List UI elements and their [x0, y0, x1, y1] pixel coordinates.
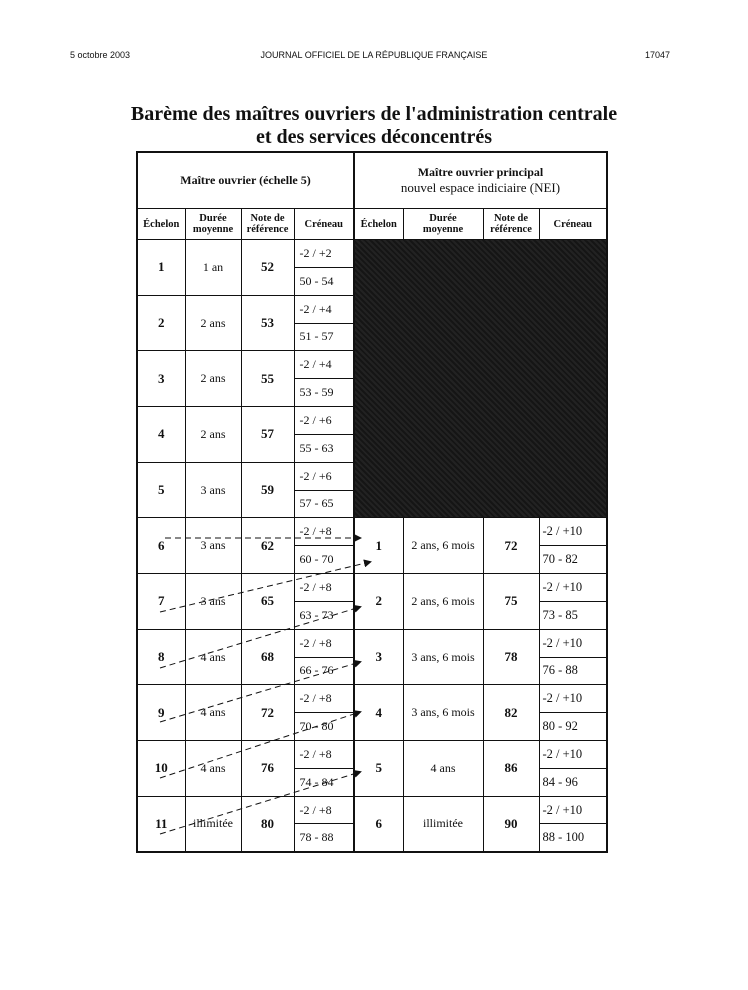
left-creneau-cell — [294, 741, 354, 797]
left-duree-cell: 4 ans — [185, 685, 241, 741]
right-echelon-cell: 1 — [354, 518, 403, 574]
left-note-cell: 68 — [241, 629, 294, 685]
left-creneau-cell — [294, 240, 354, 296]
left-duree-cell: 2 ans — [185, 407, 241, 463]
right-note-cell: 86 — [483, 741, 539, 797]
left-creneau-range-offset: -2 / +8 — [295, 518, 354, 546]
right-duree-cell: illimitée — [403, 796, 483, 852]
col-echelon-right: Échelon — [354, 209, 403, 240]
right-creneau-stack — [540, 685, 607, 740]
right-creneau-range: 84 - 96 — [542, 774, 578, 789]
table-row — [137, 240, 607, 296]
header-page-number: 17047 — [644, 50, 670, 60]
left-creneau-stack — [295, 463, 354, 518]
left-echelon-cell: 3 — [137, 351, 185, 407]
left-duree-cell: 3 ans — [185, 462, 241, 518]
left-echelon-cell: 10 — [137, 741, 185, 797]
right-note-cell: 75 — [483, 574, 539, 630]
table-body — [137, 240, 607, 853]
left-creneau-range: 70 - 80 — [299, 719, 334, 734]
left-creneau-range-offset: -2 / +8 — [295, 685, 354, 713]
col-note-left-l1: Note de — [250, 213, 285, 224]
right-group-line-2: nouvel espace indiciaire (NEI) — [400, 180, 561, 195]
right-creneau-range: 76 - 88 — [542, 663, 578, 678]
right-duree-cell: 3 ans, 6 mois — [403, 629, 483, 685]
left-creneau-stack — [295, 296, 354, 351]
right-creneau-stack — [540, 630, 607, 685]
left-creneau-range: 55 - 63 — [299, 440, 334, 455]
header-journal: JOURNAL OFFICIEL DE LA RÉPUBLIQUE FRANÇAISE — [260, 50, 488, 60]
left-duree-cell: 2 ans — [185, 295, 241, 351]
left-echelon-cell: 1 — [137, 240, 185, 296]
left-duree-cell: 4 ans — [185, 741, 241, 797]
left-creneau-range: 57 - 65 — [299, 496, 334, 511]
table-row — [137, 518, 607, 574]
col-note-right-l2: référence — [490, 224, 532, 235]
right-creneau-range-offset: -2 / +10 — [540, 741, 607, 769]
right-note-cell: 78 — [483, 629, 539, 685]
col-echelon-left: Échelon — [137, 209, 185, 240]
right-creneau-cell — [539, 685, 607, 741]
left-creneau-stack — [295, 741, 354, 796]
left-duree-cell: 1 an — [185, 240, 241, 296]
left-echelon-cell: 8 — [137, 629, 185, 685]
left-echelon-cell: 11 — [137, 796, 185, 852]
table-row — [137, 741, 607, 797]
left-creneau-range: 66 - 76 — [299, 663, 334, 678]
right-creneau-range-offset: -2 / +10 — [540, 630, 607, 658]
col-duree-left-l2: moyenne — [192, 224, 234, 235]
left-note-cell: 72 — [241, 685, 294, 741]
col-creneau-right: Créneau — [539, 209, 607, 240]
left-echelon-cell: 4 — [137, 407, 185, 463]
left-creneau-cell — [294, 351, 354, 407]
left-echelon-cell: 5 — [137, 462, 185, 518]
left-note-cell: 52 — [241, 240, 294, 296]
left-creneau-cell — [294, 462, 354, 518]
left-creneau-cell — [294, 518, 354, 574]
table-row — [137, 574, 607, 630]
left-creneau-range-offset: -2 / +8 — [295, 574, 354, 602]
left-note-cell: 59 — [241, 462, 294, 518]
right-creneau-range-offset: -2 / +10 — [540, 685, 607, 713]
left-duree-cell: 3 ans — [185, 574, 241, 630]
left-duree-cell: 3 ans — [185, 518, 241, 574]
left-echelon-cell: 7 — [137, 574, 185, 630]
right-creneau-range: 80 - 92 — [542, 719, 578, 734]
right-note-cell: 82 — [483, 685, 539, 741]
right-duree-cell: 4 ans — [403, 741, 483, 797]
left-creneau-stack — [295, 630, 354, 685]
left-creneau-range: 60 - 70 — [299, 552, 334, 567]
left-creneau-range-offset: -2 / +8 — [295, 741, 354, 769]
right-duree-cell: 2 ans, 6 mois — [403, 574, 483, 630]
left-group-header: Maître ouvrier (échelle 5) — [137, 152, 354, 209]
title-line-1: Barème des maîtres ouvriers de l'administration centrale — [130, 103, 618, 125]
col-creneau-left: Créneau — [294, 209, 354, 240]
right-duree-cell: 2 ans, 6 mois — [403, 518, 483, 574]
right-note-cell: 72 — [483, 518, 539, 574]
left-note-cell: 65 — [241, 574, 294, 630]
left-creneau-range: 74 - 84 — [299, 774, 334, 789]
col-duree-left — [185, 209, 241, 240]
left-echelon-cell: 2 — [137, 295, 185, 351]
right-creneau-cell — [539, 629, 607, 685]
right-creneau-stack — [540, 574, 607, 629]
left-note-cell: 53 — [241, 295, 294, 351]
col-note-left-l2: référence — [246, 224, 289, 235]
left-creneau-stack — [295, 797, 354, 851]
left-note-cell: 62 — [241, 518, 294, 574]
right-creneau-range: 70 - 82 — [542, 552, 578, 567]
right-creneau-range-offset: -2 / +10 — [540, 797, 607, 825]
left-creneau-stack — [295, 240, 354, 295]
bareme-table — [136, 151, 608, 853]
col-note-right-l1: Note de — [493, 213, 529, 224]
left-echelon-cell: 9 — [137, 685, 185, 741]
left-creneau-range-offset: -2 / +8 — [295, 797, 354, 825]
right-group-header — [354, 152, 607, 209]
left-creneau-stack — [295, 685, 354, 740]
redacted-dark-block — [354, 240, 607, 518]
left-creneau-range-offset: -2 / +4 — [295, 351, 354, 379]
right-creneau-stack — [540, 797, 607, 851]
right-echelon-cell: 2 — [354, 574, 403, 630]
right-creneau-cell — [539, 741, 607, 797]
left-creneau-stack — [295, 351, 354, 406]
left-creneau-cell — [294, 407, 354, 463]
left-note-cell: 55 — [241, 351, 294, 407]
right-duree-cell: 3 ans, 6 mois — [403, 685, 483, 741]
right-creneau-cell — [539, 518, 607, 574]
left-creneau-cell — [294, 685, 354, 741]
col-duree-right-l2: moyenne — [422, 224, 464, 235]
left-creneau-range-offset: -2 / +8 — [295, 630, 354, 658]
right-echelon-cell: 6 — [354, 796, 403, 852]
right-creneau-stack — [540, 741, 607, 796]
table-row — [137, 629, 607, 685]
right-creneau-range-offset: -2 / +10 — [540, 518, 607, 546]
left-creneau-range: 51 - 57 — [299, 329, 334, 344]
header-date: 5 octobre 2003 — [70, 50, 131, 60]
left-creneau-stack — [295, 407, 354, 462]
left-note-cell: 57 — [241, 407, 294, 463]
left-creneau-cell — [294, 796, 354, 852]
left-creneau-cell — [294, 295, 354, 351]
left-duree-cell: 2 ans — [185, 351, 241, 407]
left-creneau-range-offset: -2 / +2 — [295, 240, 354, 268]
col-note-right — [483, 209, 539, 240]
left-creneau-range-offset: -2 / +6 — [295, 407, 354, 435]
left-creneau-range: 50 - 54 — [299, 273, 334, 288]
col-duree-left-l1: Durée — [199, 213, 227, 224]
right-echelon-cell: 5 — [354, 741, 403, 797]
right-note-cell: 90 — [483, 796, 539, 852]
left-creneau-range-offset: -2 / +4 — [295, 296, 354, 324]
col-duree-right — [403, 209, 483, 240]
left-creneau-range: 63 - 73 — [299, 607, 334, 622]
left-note-cell: 80 — [241, 796, 294, 852]
left-creneau-cell — [294, 574, 354, 630]
right-creneau-cell — [539, 796, 607, 852]
right-creneau-cell — [539, 574, 607, 630]
left-duree-cell: 4 ans — [185, 629, 241, 685]
col-note-left — [241, 209, 294, 240]
col-duree-right-l1: Durée — [429, 213, 457, 224]
page-title — [0, 103, 748, 149]
left-creneau-stack — [295, 518, 354, 573]
left-echelon-cell: 6 — [137, 518, 185, 574]
right-creneau-range: 88 - 100 — [542, 830, 585, 845]
right-creneau-stack — [540, 518, 607, 573]
right-creneau-range-offset: -2 / +10 — [540, 574, 607, 602]
left-creneau-range-offset: -2 / +6 — [295, 463, 354, 491]
right-creneau-range: 73 - 85 — [542, 607, 578, 622]
left-creneau-cell — [294, 629, 354, 685]
right-echelon-cell: 4 — [354, 685, 403, 741]
left-duree-cell: illimitée — [185, 796, 241, 852]
left-creneau-stack — [295, 574, 354, 629]
right-echelon-cell: 3 — [354, 629, 403, 685]
title-line-2: et des services déconcentrés — [255, 126, 493, 148]
left-creneau-range: 53 - 59 — [299, 385, 334, 400]
bareme-table-wrap — [136, 151, 606, 853]
left-note-cell: 76 — [241, 741, 294, 797]
left-creneau-range: 78 - 88 — [299, 830, 334, 845]
table-row — [137, 796, 607, 852]
right-group-line-1: Maître ouvrier principal — [417, 165, 544, 179]
table-row — [137, 685, 607, 741]
